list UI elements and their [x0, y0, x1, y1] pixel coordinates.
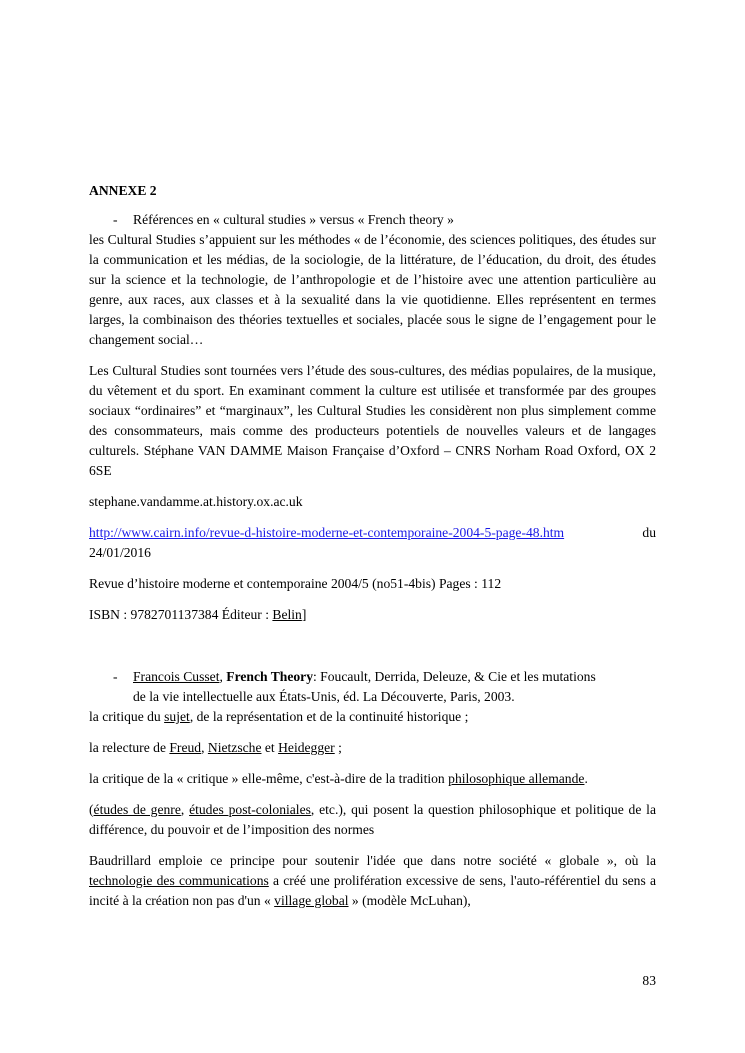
- text: la relecture de: [89, 740, 170, 755]
- revue-reference: Revue d’histoire moderne et contemporaine 2004/5 (no51-4bis) Pages : 112: [89, 576, 502, 591]
- etudes-post-coloniales-link[interactable]: études post-coloniales: [189, 802, 311, 817]
- bullet-dash: -: [113, 669, 118, 684]
- text: la critique de la « critique » elle-même, c'est-à-dire de la tradition: [89, 771, 449, 786]
- text: .: [584, 771, 588, 786]
- text: ,: [180, 802, 190, 817]
- bullet-cultural-studies: [89, 210, 656, 230]
- url-suffix: du: [642, 525, 656, 540]
- relecture-line: [89, 738, 656, 758]
- text: » (modèle McLuhan),: [348, 893, 471, 908]
- book-title: French Theory: [226, 669, 313, 684]
- etudes-genre-link[interactable]: études de genre: [93, 802, 181, 817]
- text: , de la représentation et de la continuité historique ;: [189, 709, 469, 724]
- access-date: 24/01/2016: [89, 545, 151, 560]
- author-link[interactable]: Francois Cusset: [133, 669, 220, 684]
- annex-heading: ANNEXE 2: [89, 183, 157, 198]
- text: Baudrillard emploie ce principe pour soutenir l'idée que dans notre société « globale », où la: [89, 853, 656, 868]
- author-email: stephane.vandamme.at.history.ox.ac.uk: [89, 494, 303, 509]
- paragraph-cultural-studies-methods: les Cultural Studies s’appuient sur les méthodes « de l’économie, des sciences politiques, des études sur la communication et les médias, de la sociologie, de la littérature, de l’éducation, du droit, des études sur la science et la technologie, de l’anthropologie et de l’histoire avec une attention particulière au genre, aux races, aux classes et à la sexualité dans la vie quotidienne. Elles représentent en termes larges, la combinaison des théories textuelles et sociales, placée sous le signe de l’engagement pour le changement social…: [89, 232, 656, 347]
- text: a créé une prolifération excessive de sens, l'auto-référentiel du sens a incité à la création non pas d'un «: [89, 873, 657, 908]
- cairn-link[interactable]: http://www.cairn.info/revue-d-histoire-moderne-et-contemporaine-2004-5-page-48.htm: [89, 525, 565, 540]
- comma: ,: [219, 669, 227, 684]
- village-global-link[interactable]: village global: [274, 893, 349, 908]
- sujet-link[interactable]: sujet: [164, 709, 190, 724]
- critique-sujet: [89, 707, 656, 727]
- text: ;: [334, 740, 342, 755]
- text: ,: [201, 740, 208, 755]
- nietzsche-link[interactable]: Nietzsche: [207, 740, 262, 755]
- book-rest-2: de la vie intellectuelle aux États-Unis, éd. La Découverte, Paris, 2003.: [133, 689, 515, 704]
- technologie-communications-link[interactable]: technologie des communications: [89, 873, 269, 888]
- baudrillard-paragraph: [89, 851, 656, 911]
- paragraph-cultural-studies-subcultures: Les Cultural Studies sont tournées vers l’étude des sous-cultures, des médias populaires, de la musique, du vêtement et du sport. En examinant comment la culture est utilisée et transformée par des groupes sociaux “ordinaires” et “marginaux”, les Cultural Studies les considèrent non plus simplement comme des consommateurs, mais comme des producteurs potentiels de nouvelles valeurs et de langages culturels. Stéphane VAN DAMME Maison Française d’Oxford – CNRS Norham Road Oxford, OX 2 6SE: [89, 363, 656, 478]
- heidegger-link[interactable]: Heidegger: [278, 740, 335, 755]
- text: (: [89, 802, 94, 817]
- editor-link[interactable]: Belin: [272, 607, 302, 622]
- source-url-block: [89, 523, 656, 563]
- text: la critique du: [89, 709, 165, 724]
- text: et: [261, 740, 279, 755]
- etudes-paragraph: [89, 800, 656, 840]
- isbn-end: ]: [301, 607, 307, 622]
- critique-critique: [89, 769, 656, 789]
- bullet-french-theory: [89, 667, 656, 707]
- page-number: 83: [642, 973, 656, 988]
- book-rest-1: : Foucault, Derrida, Deleuze, & Cie et les mutations: [313, 669, 596, 684]
- bullet-text: Références en « cultural studies » versus « French theory »: [133, 212, 454, 227]
- isbn-text: ISBN : 9782701137384 Éditeur :: [89, 607, 273, 622]
- philosophique-allemande-link[interactable]: philosophique allemande: [448, 771, 585, 786]
- bullet-dash: -: [113, 212, 118, 227]
- document-page: [89, 181, 656, 911]
- text: , etc.), qui posent la question philosophique et politique de la différence, du pouvoir et de l’imposition des normes: [89, 802, 656, 837]
- isbn-line: [89, 605, 656, 625]
- freud-link[interactable]: Freud: [169, 740, 202, 755]
